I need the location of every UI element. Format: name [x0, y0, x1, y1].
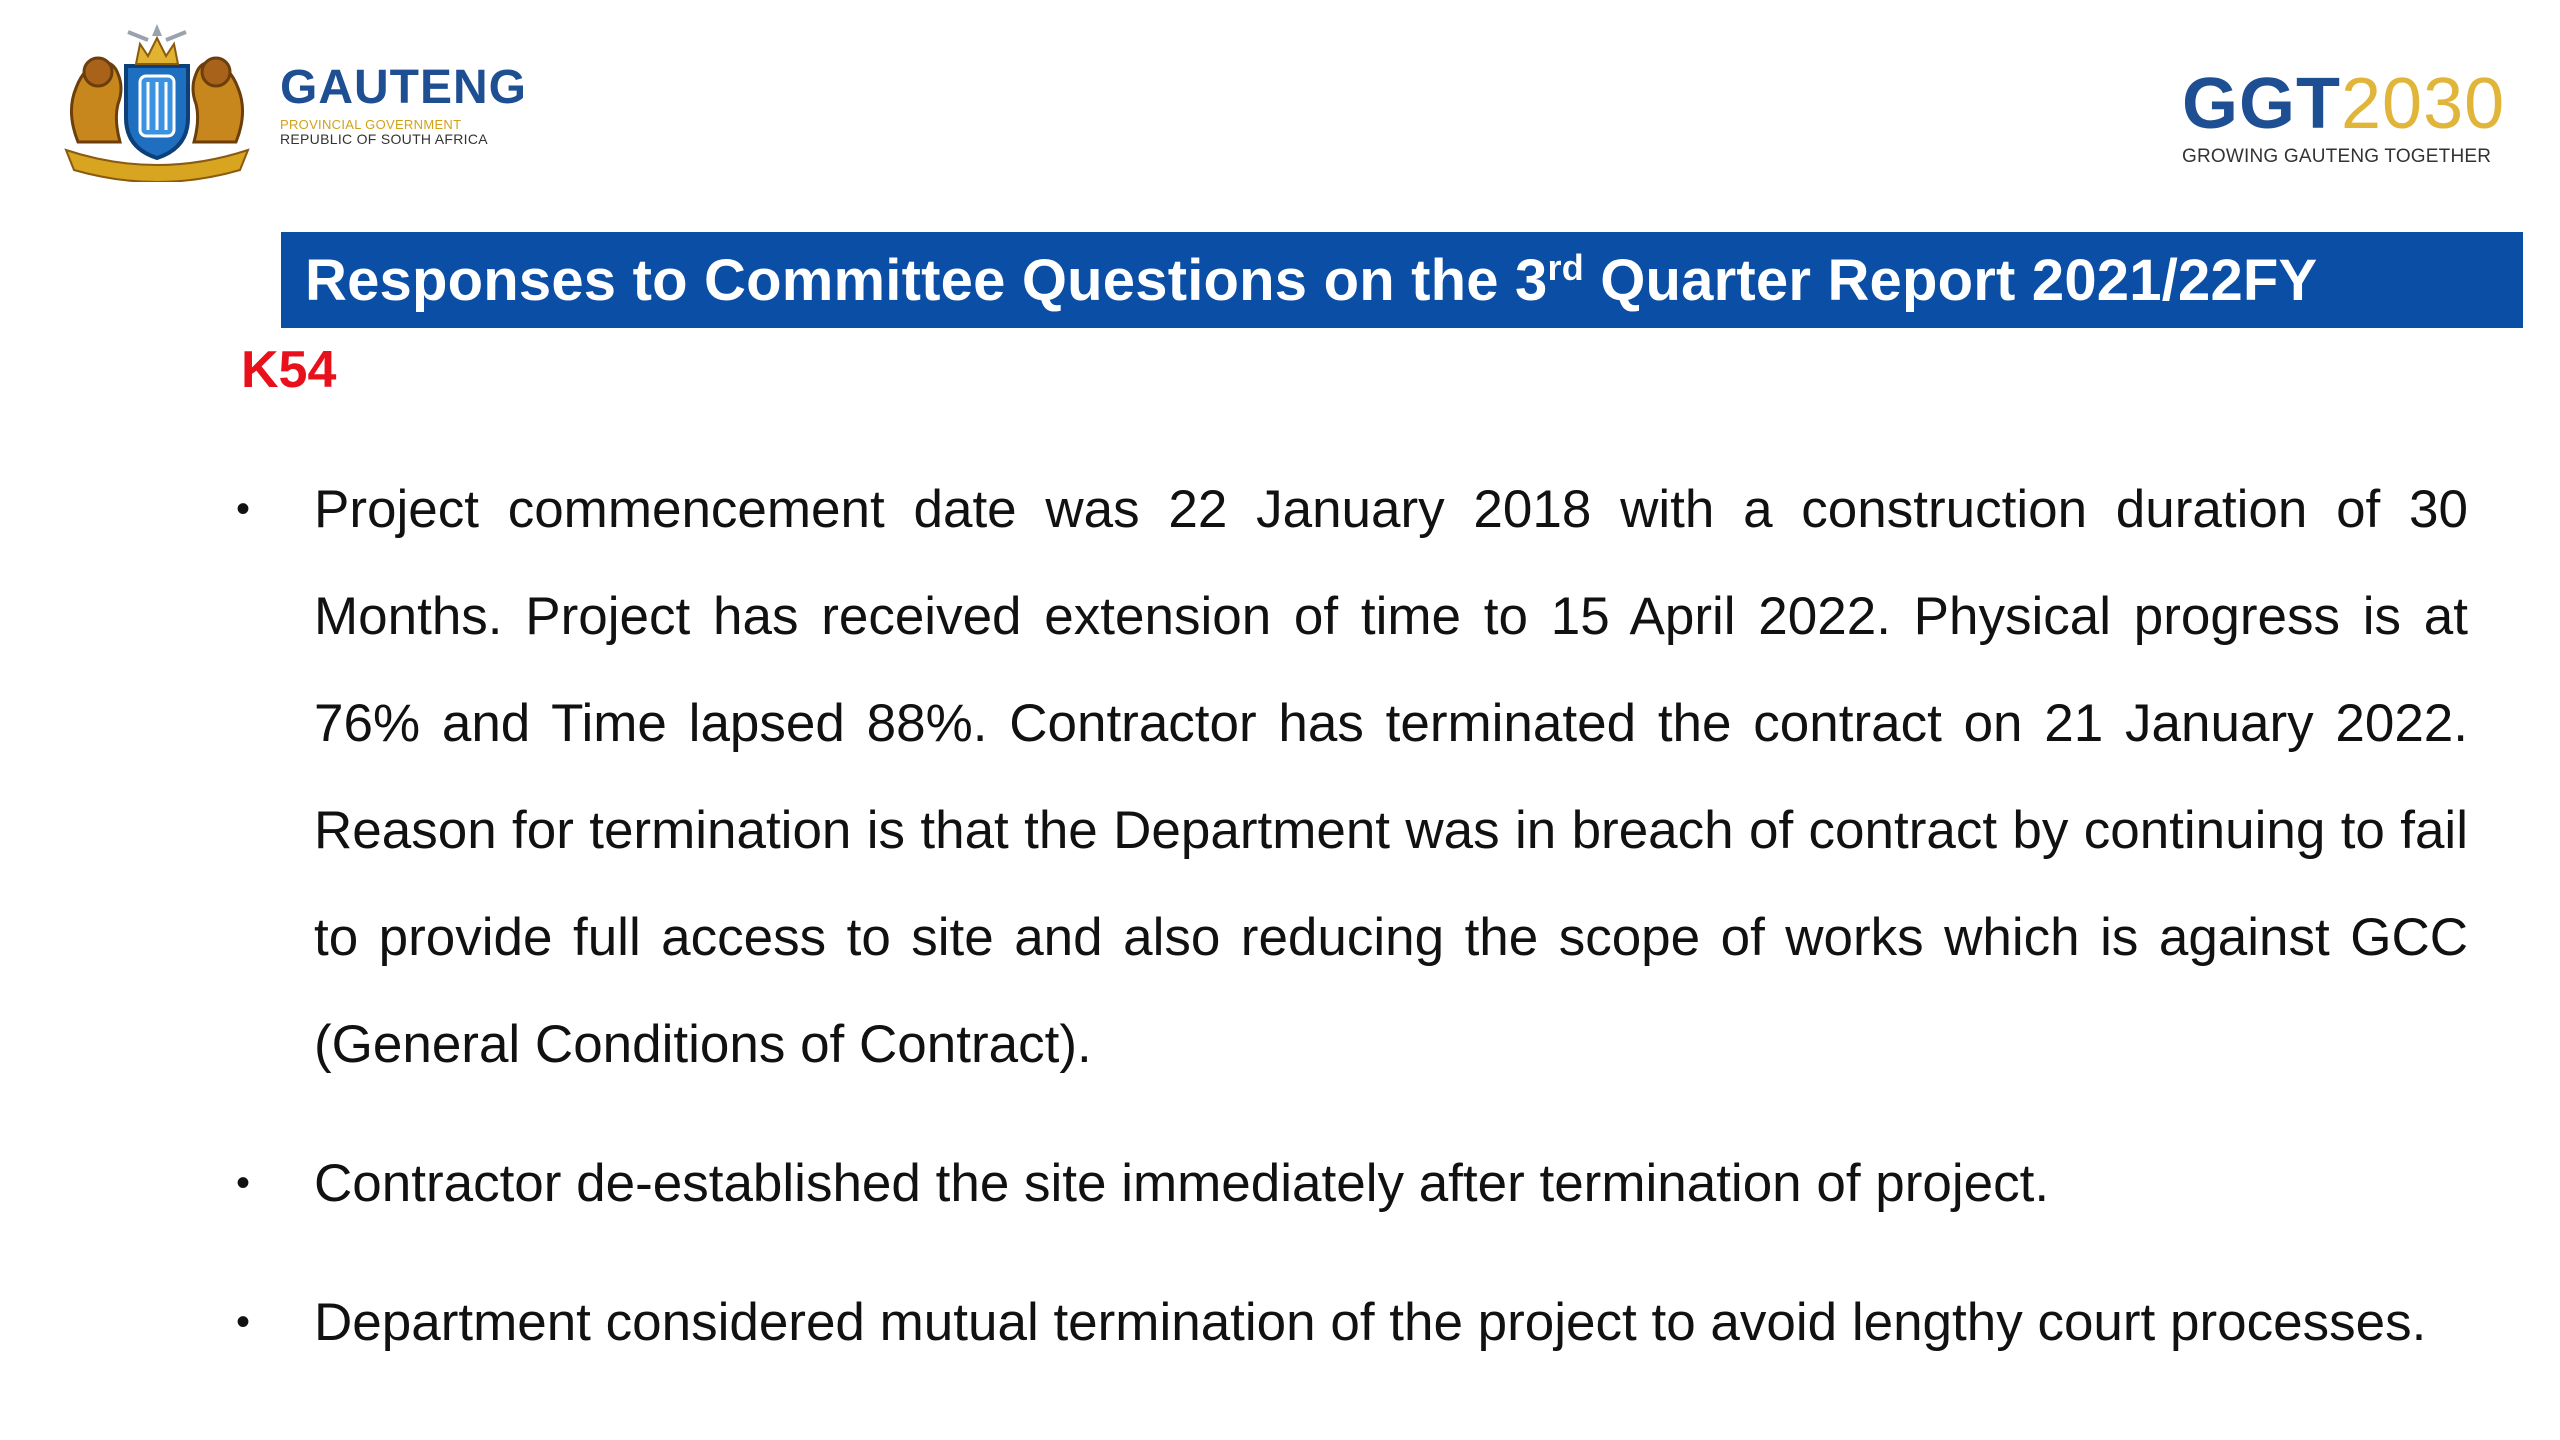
- bullet-text: Department considered mutual termination of the project to avoid lengthy court processes.: [314, 1293, 2427, 1352]
- bullet-item: [236, 1130, 2468, 1237]
- bullet-icon: •: [236, 1161, 251, 1205]
- gauteng-logo: [48, 22, 527, 182]
- ggt2030-mark: [2182, 64, 2512, 144]
- republic-label: REPUBLIC OF SOUTH AFRICA: [280, 131, 488, 148]
- ggt-mark-part2: 2030: [2341, 64, 2506, 144]
- bullet-list: [236, 456, 2468, 1408]
- title-superscript: rd: [1547, 246, 1584, 288]
- bullet-text: Contractor de-established the site immediately after termination of project.: [314, 1154, 2050, 1213]
- gauteng-name: GAUTENG: [280, 61, 527, 115]
- title-bar: [281, 232, 2523, 328]
- slide-code: K54: [241, 341, 337, 399]
- bullet-item: [236, 1269, 2468, 1376]
- gauteng-logo-text: [280, 56, 527, 148]
- ggt2030-logo: [2182, 64, 2512, 168]
- provincial-government-label: PROVINCIAL GOVERNMENT: [280, 117, 462, 133]
- bullet-icon: •: [236, 1300, 251, 1344]
- bullet-item: [236, 456, 2468, 1098]
- title-text-before: Responses to Committee Questions on the 3: [305, 247, 1548, 313]
- bullet-text: Project commencement date was 22 January 2018 with a construction duration of 30 Months. Project has received extension of time to 15 April 2022. Physical progress is at 76% and Time lapsed 88%. Contractor has terminated the contract on 21 January 2022. Reason for termination is that the Department was in breach of contract by continuing to fail to provide full access to site and also reducing the scope of works which is against GCC (General Conditions of Contract).: [314, 480, 2468, 1074]
- title-text-after: Quarter Report 2021/22FY: [1583, 247, 2318, 313]
- coat-of-arms-icon: [48, 22, 266, 182]
- slide-title: [305, 247, 2317, 314]
- bullet-icon: •: [236, 487, 251, 531]
- ggt-tagline: GROWING GAUTENG TOGETHER: [2182, 146, 2492, 167]
- ggt-mark-part1: GGT: [2182, 64, 2341, 144]
